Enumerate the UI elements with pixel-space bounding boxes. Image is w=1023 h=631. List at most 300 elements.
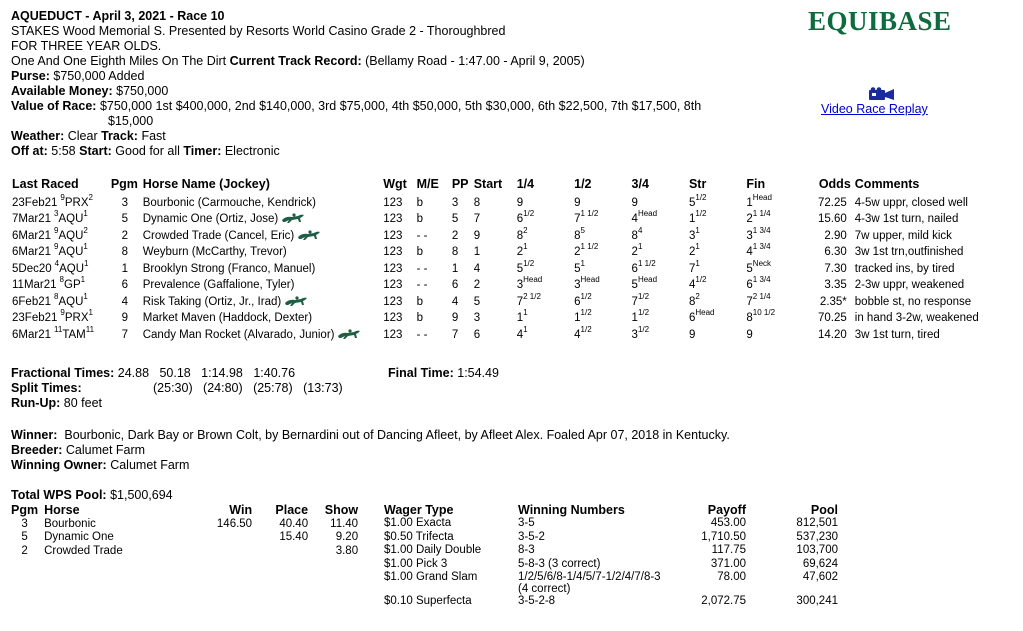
off-label: Off at: — [11, 144, 48, 158]
comment-cell: 3w 1st trn,outfinished — [854, 246, 964, 258]
wager-pool: 103,700 — [796, 544, 838, 556]
pp-cell: 3 — [451, 196, 459, 209]
odds-cell: 7.30 — [824, 262, 847, 275]
runup-label: Run-Up: — [11, 396, 61, 410]
stretch-lengths: 2 — [695, 291, 700, 301]
wps-col-pgm: Pgm — [11, 502, 39, 517]
three-quarter-position: 2 — [631, 246, 638, 258]
wager-type: $0.50 Trifecta — [384, 530, 454, 543]
odds-cell: 14.20 — [818, 328, 847, 341]
last-raced-date: 6Feb21 — [12, 295, 52, 308]
finish-lengths: Neck — [752, 258, 772, 268]
frac-1: 24.88 — [117, 366, 150, 380]
chart-row — [10, 291, 1023, 308]
quarter-cell — [515, 209, 572, 226]
wps-header-row — [8, 502, 361, 517]
me-cell: - - — [416, 262, 428, 275]
wps-win — [199, 531, 255, 545]
pgm-cell: 2 — [121, 229, 128, 242]
quarter-lengths: Head — [523, 275, 543, 284]
wps-row — [8, 531, 361, 545]
me-cell: b — [416, 213, 424, 225]
three-quarter-cell — [630, 225, 687, 242]
video-camera-icon[interactable] — [868, 87, 896, 101]
last-raced-finish: 1 — [83, 291, 88, 301]
finish-lengths: 2 1/4 — [752, 291, 771, 301]
stretch-position: 9 — [688, 328, 696, 341]
quarter-position: 1 — [516, 312, 524, 324]
chart-row — [10, 209, 1023, 226]
race-title: AQUEDUCT - April 3, 2021 - Race 10 — [11, 9, 225, 23]
stretch-cell — [687, 225, 744, 242]
odds-cell: 2.90 — [824, 229, 847, 242]
last-raced-finish: 1 — [83, 242, 88, 251]
owner-line — [11, 458, 730, 473]
off-line — [11, 144, 801, 159]
odds-cell: 2.35* — [819, 295, 847, 308]
weight-cell: 123 — [383, 229, 403, 242]
chart-row — [10, 308, 1023, 325]
winning-numbers-cell — [515, 571, 687, 595]
three-quarter-cell — [630, 275, 687, 292]
three-quarter-position: 1 — [631, 312, 638, 324]
wps-row — [8, 544, 361, 558]
race-distance: One And One Eighth Miles On The Dirt — [11, 54, 227, 68]
chart-body — [10, 192, 1023, 341]
weather-value: Clear — [67, 129, 98, 143]
winning-numbers: 5-8-3 (3 correct) — [518, 557, 601, 570]
winning-numbers: 1/2/5/6/8-1/4/5/7-1/2/4/7/8-3 — [518, 571, 661, 583]
last-raced-cell — [10, 308, 109, 325]
wager-payoff: 78.00 — [717, 571, 746, 583]
quarter-position: 5 — [516, 262, 524, 275]
horse-name: Risk Taking (Ortiz, Jr., Irad) — [142, 295, 282, 308]
finish-cell — [744, 225, 802, 242]
horse-name: Market Maven (Haddock, Dexter) — [142, 312, 313, 324]
stretch-lengths: 1 — [695, 258, 700, 268]
me-cell: - - — [416, 328, 428, 341]
pgm-cell: 5 — [121, 213, 128, 225]
quarter-cell — [515, 258, 572, 275]
horse-cell — [141, 275, 381, 292]
odds-cell: 6.30 — [824, 246, 847, 258]
wps-win: 146.50 — [216, 517, 253, 530]
jockey-silks-icon — [336, 329, 362, 340]
last-raced-cell — [10, 192, 109, 209]
quarter-position: 7 — [516, 295, 524, 308]
half-cell — [572, 192, 629, 209]
stretch-cell — [687, 192, 744, 209]
breeder-value: Calumet Farm — [65, 443, 146, 457]
breeder-line — [11, 443, 730, 458]
last-raced-track: AQU — [58, 295, 84, 308]
horse-cell — [141, 192, 381, 209]
comment-cell: 4-3w 1st turn, nailed — [854, 213, 959, 225]
runup-line — [11, 396, 343, 411]
wager-header-row — [381, 502, 841, 517]
last-raced-date: 6Mar21 — [12, 246, 51, 258]
stretch-cell — [687, 291, 744, 308]
track-record: (Bellamy Road - 1:47.00 - April 9, 2005) — [365, 54, 585, 68]
last-raced-cell — [10, 225, 109, 242]
three-quarter-lengths: 1/2 — [637, 324, 650, 334]
last-raced-track: AQU — [59, 262, 85, 275]
wps-col-place: Place — [275, 502, 309, 517]
half-lengths: 1 — [580, 258, 585, 268]
comment-cell: tracked ins, by tired — [854, 262, 955, 275]
fractional-line — [11, 366, 343, 381]
wager-pool: 47,602 — [802, 571, 838, 583]
stretch-cell — [687, 308, 744, 325]
stretch-cell — [687, 209, 744, 226]
winning-numbers-cell — [515, 544, 687, 558]
half-position: 8 — [574, 229, 581, 242]
fractional-times-block — [11, 366, 343, 411]
weight-cell: 123 — [383, 328, 403, 341]
horse-cell — [141, 324, 381, 341]
chart-row — [10, 324, 1023, 341]
winning-numbers-note: (4 correct) — [518, 583, 571, 595]
pgm-cell: 7 — [121, 328, 128, 341]
jockey-silks-icon — [296, 230, 322, 241]
quarter-cell — [515, 324, 572, 341]
winner-line — [11, 428, 730, 443]
winning-numbers-cell — [515, 531, 687, 545]
final-time-label: Final Time: — [388, 366, 454, 380]
last-raced-finish: 11 — [85, 324, 95, 334]
three-quarter-cell — [630, 209, 687, 226]
last-raced-race: 4 — [54, 258, 60, 268]
value-text: $750,000 1st $400,000, 2nd $140,000, 3rd $75,000, 4th $50,000, 5th $30,000, 6th $22,500, 7th $17,500, 8th — [99, 99, 702, 113]
finish-lengths: 10 1/2 — [752, 308, 776, 317]
last-raced-race: 9 — [60, 308, 65, 317]
start-value: Good for all — [115, 144, 180, 158]
odds-cell: 70.25 — [818, 312, 847, 324]
chart-col-three-quarter: 3/4 — [631, 177, 649, 191]
wager-row — [381, 531, 841, 545]
start-cell: 1 — [473, 246, 481, 258]
wager-type: $1.00 Exacta — [384, 517, 452, 529]
last-raced-date: 23Feb21 — [12, 196, 58, 209]
wager-type: $1.00 Daily Double — [384, 544, 482, 556]
weight-cell: 123 — [383, 213, 403, 225]
half-lengths: 1/2 — [580, 324, 592, 334]
me-cell: b — [416, 312, 424, 324]
horse-name: Weyburn (McCarthy, Trevor) — [142, 246, 287, 258]
quarter-cell — [515, 192, 572, 209]
half-lengths: 1 1/2 — [580, 209, 599, 218]
quarter-cell — [515, 275, 572, 292]
final-time — [388, 366, 499, 380]
finish-lengths: 1 1/4 — [752, 209, 771, 218]
wps-place: 40.40 — [279, 517, 309, 530]
last-raced-track: PRX — [64, 312, 89, 324]
available-line — [11, 84, 801, 99]
odds-cell: 72.25 — [818, 196, 847, 209]
runup-value: 80 feet — [63, 396, 103, 410]
wager-payoff: 453.00 — [710, 517, 746, 529]
wager-table — [381, 502, 841, 609]
start-cell: 8 — [473, 196, 481, 209]
finish-position: 6 — [746, 279, 753, 291]
half-cell — [572, 225, 629, 242]
wps-pool-value: $1,500,694 — [110, 488, 173, 502]
last-raced-finish: 1 — [83, 209, 88, 218]
horse-cell — [141, 258, 381, 275]
wager-row — [381, 571, 841, 595]
track-record-label: Current Track Record: — [229, 54, 362, 68]
three-quarter-cell — [630, 291, 687, 308]
comment-cell: in hand 3-2w, weakened — [854, 312, 979, 324]
last-raced-race: 3 — [54, 209, 59, 218]
quarter-position: 6 — [516, 213, 524, 225]
half-lengths: 1/2 — [580, 291, 592, 301]
last-raced-track: TAM — [62, 328, 86, 341]
three-quarter-cell — [630, 242, 687, 259]
chart-col-comments: Comments — [854, 177, 920, 191]
three-quarter-position: 4 — [631, 213, 638, 225]
weight-cell: 123 — [383, 196, 403, 209]
last-raced-track: PRX — [64, 196, 89, 209]
horse-name: Candy Man Rocket (Alvarado, Junior) — [142, 328, 335, 341]
last-raced-race: 9 — [54, 242, 59, 251]
stretch-lengths: 1/2 — [695, 275, 707, 284]
comment-cell: 3w 1st turn, tired — [854, 328, 940, 341]
weight-cell: 123 — [383, 312, 403, 324]
three-quarter-position: 8 — [631, 229, 638, 242]
half-position: 9 — [574, 196, 581, 209]
last-raced-cell — [10, 324, 109, 341]
last-raced-cell — [10, 291, 109, 308]
track-label: Track: — [101, 129, 138, 143]
chart-col-wgt: Wgt — [383, 177, 407, 191]
quarter-lengths: 1 — [523, 324, 528, 334]
track-value: Fast — [141, 129, 166, 143]
chart-col-stretch: Str — [688, 177, 707, 191]
wager-type: $1.00 Pick 3 — [384, 557, 448, 570]
stretch-cell — [687, 324, 744, 341]
stretch-position: 7 — [688, 262, 696, 275]
quarter-position: 3 — [516, 279, 524, 291]
start-cell: 3 — [473, 312, 481, 324]
start-cell: 7 — [473, 213, 481, 225]
final-time-value: 1:54.49 — [457, 366, 499, 380]
finish-position: 1 — [746, 196, 753, 209]
chart-col-horse-name: Horse Name (Jockey) — [142, 177, 270, 191]
wps-horse: Bourbonic — [44, 517, 96, 530]
wps-col-horse: Horse — [44, 502, 80, 517]
stretch-position: 4 — [688, 279, 696, 291]
horse-name: Bourbonic (Carmouche, Kendrick) — [142, 196, 316, 209]
finish-position: 3 — [746, 229, 753, 242]
quarter-position: 9 — [516, 196, 524, 209]
pgm-cell: 6 — [121, 279, 128, 291]
half-lengths: 1/2 — [580, 308, 592, 317]
half-lengths: 5 — [580, 225, 585, 235]
quarter-lengths: 1 — [523, 242, 528, 251]
value-line-2: $15,000 — [108, 114, 154, 128]
total-wps-pool — [11, 488, 173, 502]
wps-horse: Crowded Trade — [44, 544, 123, 557]
last-raced-finish: 1 — [84, 258, 89, 268]
three-quarter-position: 6 — [631, 262, 638, 275]
chart-row — [10, 225, 1023, 242]
wager-col-type: Wager Type — [384, 502, 454, 517]
wps-show: 9.20 — [335, 531, 359, 544]
me-cell: b — [416, 246, 424, 258]
finish-position: 9 — [746, 328, 753, 341]
finish-cell — [744, 242, 802, 259]
three-quarter-position: 5 — [631, 279, 638, 291]
wager-col-payoff: Payoff — [707, 502, 746, 517]
start-cell: 4 — [473, 262, 481, 275]
half-position: 1 — [574, 312, 581, 324]
finish-position: 2 — [746, 213, 753, 225]
wps-pgm: 3 — [21, 517, 28, 530]
me-cell: b — [416, 295, 424, 308]
half-lengths: 1 1/2 — [580, 242, 599, 251]
stretch-cell — [687, 258, 744, 275]
weight-cell: 123 — [383, 262, 403, 275]
half-position: 5 — [574, 262, 581, 275]
stretch-cell — [687, 275, 744, 292]
finish-position: 5 — [746, 262, 753, 275]
winning-numbers-cell — [515, 517, 687, 531]
quarter-cell — [515, 242, 572, 259]
finish-cell — [744, 275, 802, 292]
pgm-cell: 8 — [121, 246, 128, 258]
finish-lengths: 1 3/4 — [752, 242, 771, 251]
winning-numbers-cell — [515, 595, 687, 609]
last-raced-race: 11 — [54, 324, 63, 334]
horse-cell — [141, 291, 381, 308]
timer-value: Electronic — [224, 144, 280, 158]
last-raced-cell — [10, 275, 109, 292]
last-raced-date: 5Dec20 — [12, 262, 52, 275]
pp-cell: 6 — [451, 279, 459, 291]
last-raced-race: 9 — [54, 225, 59, 235]
start-cell: 2 — [473, 279, 481, 291]
pp-cell: 5 — [451, 213, 459, 225]
horse-name: Crowded Trade (Cancel, Eric) — [142, 229, 295, 242]
last-raced-cell — [10, 242, 109, 259]
comment-cell: bobble st, no response — [854, 295, 972, 308]
pp-cell: 9 — [451, 312, 459, 324]
jockey-silks-icon — [283, 296, 309, 307]
weather-line — [11, 129, 801, 144]
quarter-position: 2 — [516, 246, 524, 258]
finish-position: 7 — [746, 295, 753, 308]
horse-cell — [141, 209, 381, 226]
pp-cell: 1 — [451, 262, 459, 275]
comment-cell: 2-3w uppr, weakened — [854, 279, 965, 291]
half-cell — [572, 209, 629, 226]
timer-label: Timer: — [183, 144, 222, 158]
pgm-cell: 9 — [121, 312, 128, 324]
finish-lengths: 1 3/4 — [752, 275, 771, 284]
last-raced-date: 7Mar21 — [12, 213, 51, 225]
chart-col-pp: PP — [451, 177, 469, 191]
race-name: STAKES Wood Memorial S. Presented by Resorts World Casino Grade 2 - Thoroughbred — [11, 24, 506, 38]
wps-col-show: Show — [324, 502, 359, 517]
chart-col-pgm: Pgm — [110, 177, 138, 191]
owner-label: Winning Owner: — [11, 458, 107, 472]
quarter-cell — [515, 291, 572, 308]
wps-pgm: 5 — [21, 531, 28, 544]
pp-cell: 2 — [451, 229, 459, 242]
half-cell — [572, 324, 629, 341]
horse-cell — [141, 242, 381, 259]
three-quarter-position: 7 — [631, 295, 638, 308]
weather-label: Weather: — [11, 129, 65, 143]
wager-row — [381, 595, 841, 609]
horse-cell — [141, 308, 381, 325]
wps-place: 15.40 — [279, 531, 309, 544]
pp-cell: 8 — [451, 246, 459, 258]
race-header — [11, 9, 801, 159]
winner-label: Winner: — [11, 428, 58, 442]
purse-value: $750,000 Added — [53, 69, 145, 83]
me-cell: - - — [416, 229, 428, 242]
chart-header-row — [10, 176, 1023, 192]
chart-row — [10, 242, 1023, 259]
quarter-cell — [515, 308, 572, 325]
owner-value: Calumet Farm — [110, 458, 190, 472]
wps-col-win: Win — [229, 502, 253, 517]
value-label: Value of Race: — [11, 99, 97, 113]
wager-payoff: 371.00 — [710, 557, 746, 570]
three-quarter-lengths: 1 — [637, 242, 643, 251]
three-quarter-position: 9 — [631, 196, 638, 209]
chart-row — [10, 192, 1023, 209]
wager-pool: 69,624 — [802, 557, 838, 570]
half-position: 7 — [574, 213, 581, 225]
winner-value: Bourbonic, Dark Bay or Brown Colt, by Bernardini out of Dancing Afleet, by Afleet Alex. Foaled Apr 07, 2018 in Kentucky. — [64, 428, 730, 442]
last-raced-date: 6Mar21 — [12, 229, 51, 242]
split-4: (13:73) — [303, 381, 343, 395]
three-quarter-lengths: Head — [637, 275, 658, 284]
stretch-position: 5 — [688, 196, 696, 209]
wps-place — [255, 544, 311, 558]
odds-cell: 15.60 — [818, 213, 847, 225]
last-raced-date: 11Mar21 — [12, 279, 57, 291]
stretch-position: 8 — [688, 295, 696, 308]
half-position: 3 — [574, 279, 581, 291]
three-quarter-cell — [630, 324, 687, 341]
purse-label: Purse: — [11, 69, 50, 83]
video-replay[interactable] — [821, 87, 951, 116]
start-cell: 5 — [473, 295, 481, 308]
stretch-position: 6 — [688, 312, 696, 324]
video-replay-link[interactable]: Video Race Replay — [821, 102, 928, 116]
quarter-lengths: 1/2 — [523, 209, 535, 218]
equibase-logo: EQUIBASE — [808, 6, 952, 36]
last-raced-finish: 2 — [88, 192, 93, 202]
last-raced-track: AQU — [58, 246, 84, 258]
breeder-label: Breeder: — [11, 443, 63, 457]
wager-row — [381, 517, 841, 531]
half-cell — [572, 308, 629, 325]
odds-cell: 3.35 — [824, 279, 847, 291]
stretch-lengths: 1/2 — [695, 192, 707, 202]
three-quarter-lengths: 1/2 — [637, 291, 650, 301]
chart-col-me: M/E — [416, 177, 439, 191]
split-label: Split Times: — [11, 381, 82, 395]
comment-cell: 4-5w uppr, closed well — [854, 196, 968, 209]
half-position: 4 — [574, 328, 581, 341]
three-quarter-lengths: Head — [637, 209, 658, 218]
quarter-cell — [515, 225, 572, 242]
